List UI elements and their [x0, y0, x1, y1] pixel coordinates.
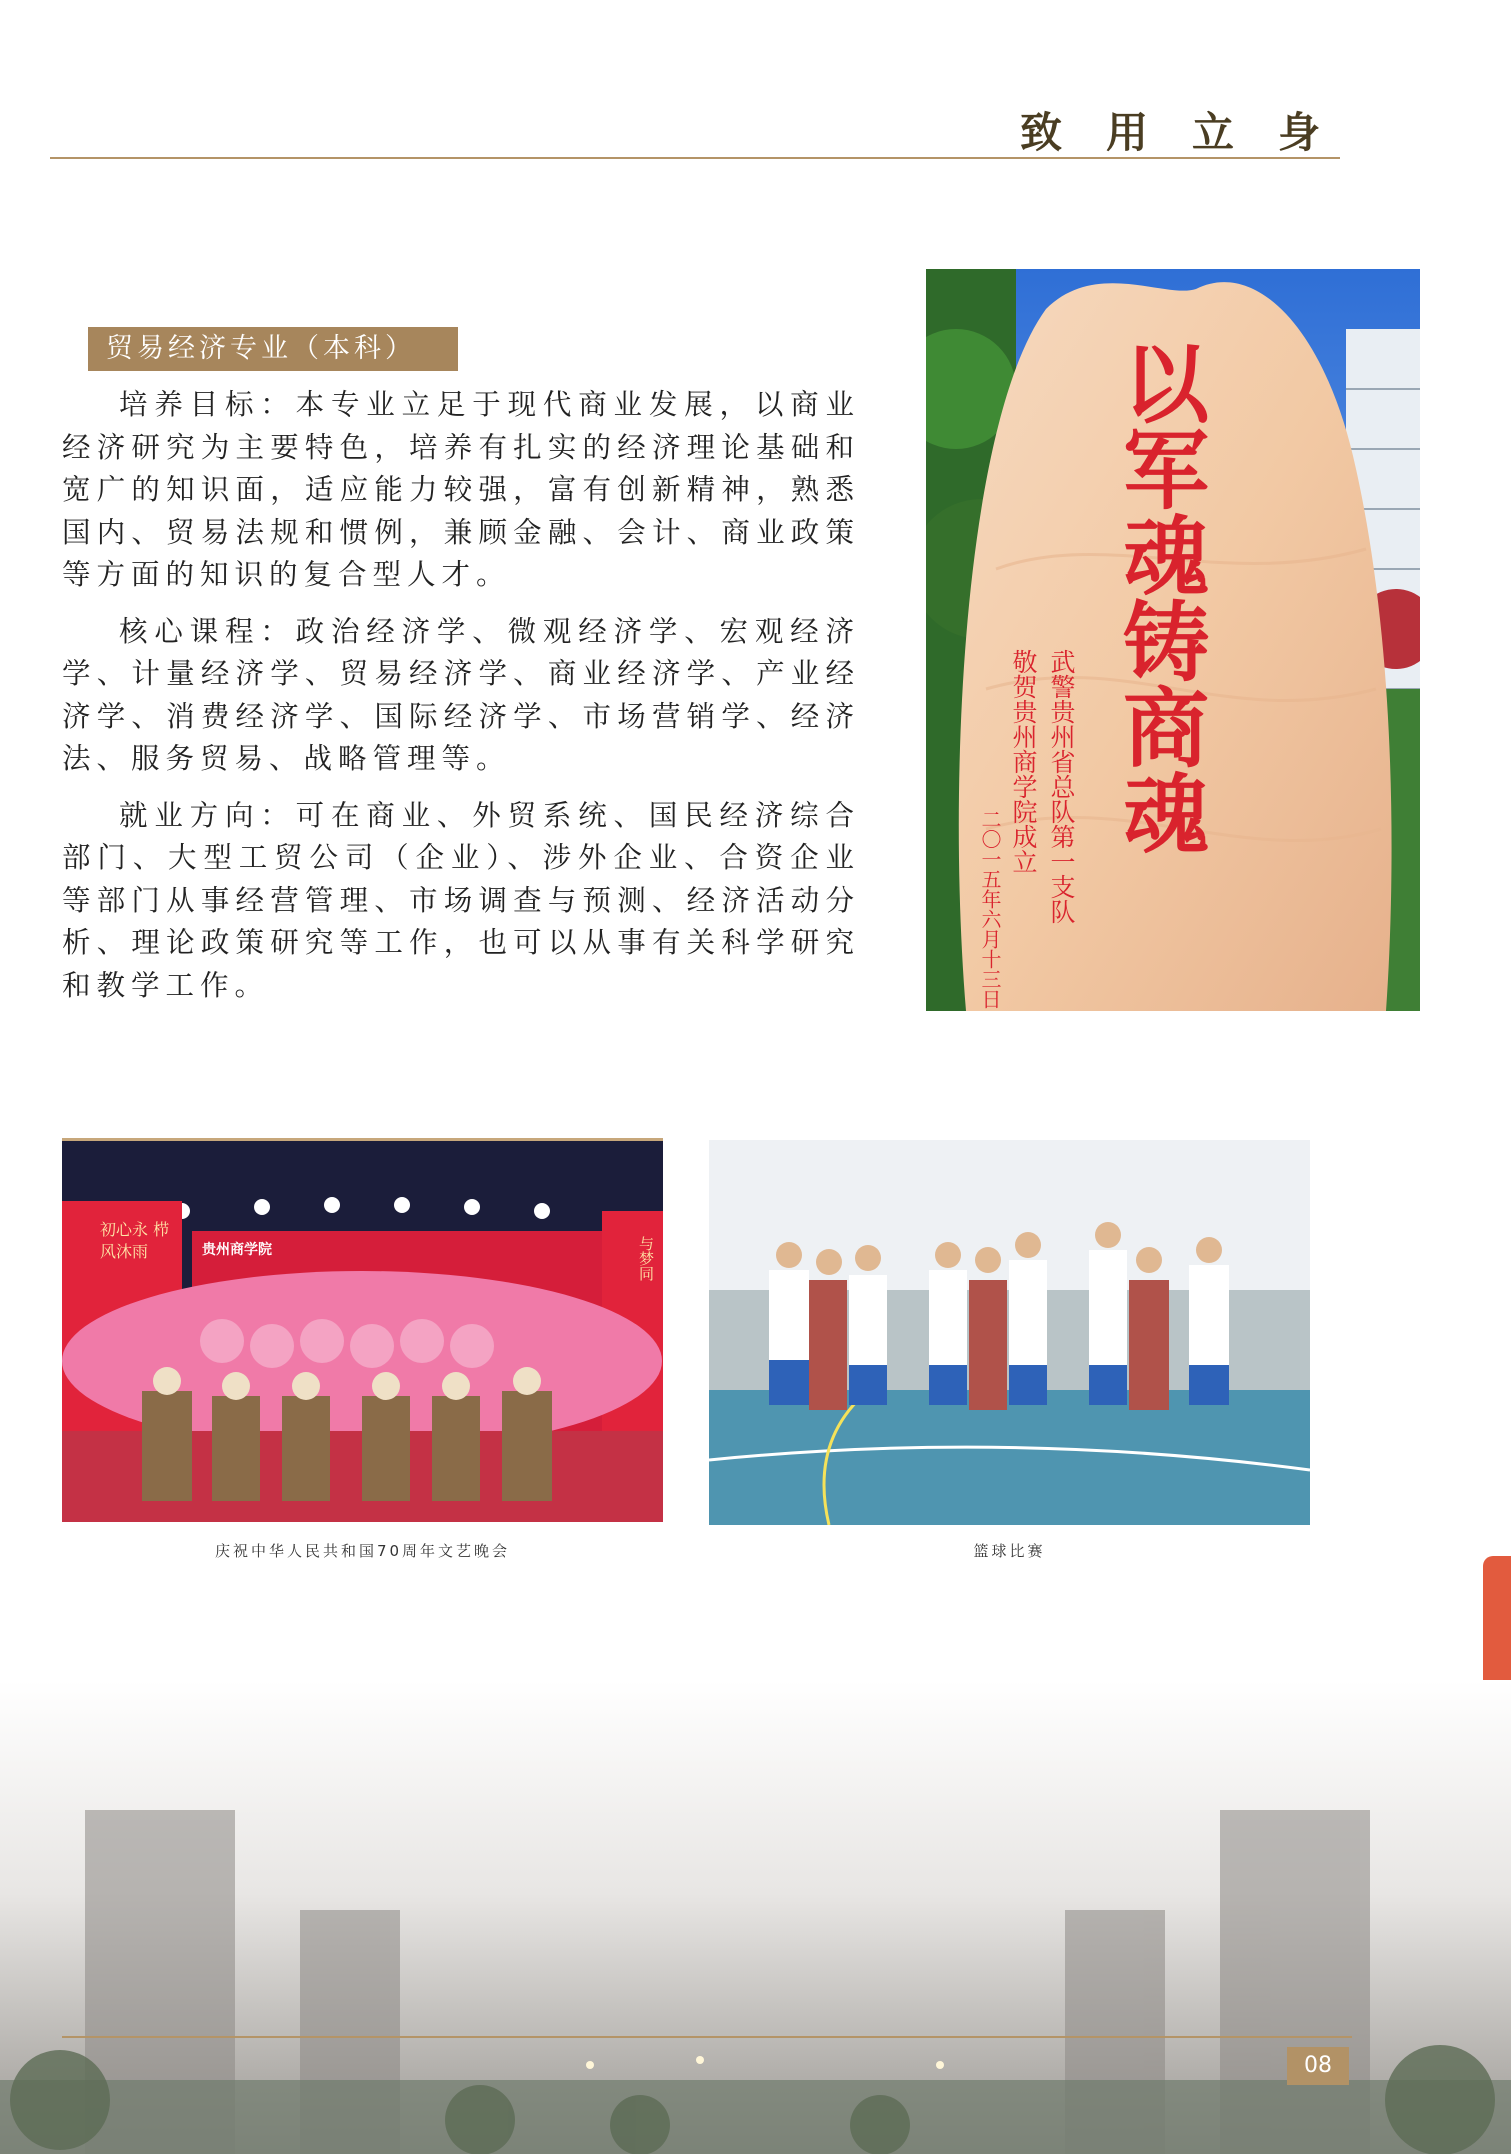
page-number: 08: [1287, 2047, 1349, 2085]
stone-main-inscription: 以军魂铸商魂: [1108, 339, 1209, 855]
footer-divider: [62, 2036, 1352, 2038]
stage-right-banner: 与梦同: [637, 1236, 655, 1281]
campus-gate-background: [0, 1680, 1511, 2154]
major-description: [62, 384, 860, 1021]
section-label: 贸易经济专业（本科）: [88, 327, 458, 371]
inscribed-stone-photo: [926, 269, 1420, 1011]
stage-photo-caption: 庆祝中华人民共和国70周年文艺晚会: [214, 1542, 511, 1560]
training-goal-paragraph: 培养目标：本专业立足于现代商业发展，以商业经济研究为主要特色，培养有扎实的经济理论基础和宽广的知识面，适应能力较强，富有创新精神，熟悉国内、贸易法规和惯例，兼顾金融、会计、商业政策等方面的知识的复合型人才。: [62, 388, 860, 591]
stage-performance-photo: [62, 1138, 663, 1522]
basketball-photo-caption: 篮球比赛: [973, 1542, 1046, 1560]
core-courses-paragraph: 核心课程：政治经济学、微观经济学、宏观经济学、计量经济学、贸易经济学、商业经济学、产业经济学、消费经济学、国际经济学、市场营销学、经济法、服务贸易、战略管理等。: [62, 614, 860, 775]
stage-logo-text: 贵州商学院: [202, 1242, 272, 1258]
stone-side-inscription-3: 二〇一五年六月十三日: [978, 809, 1002, 1009]
stone-side-inscription-1: 武警贵州省总队第一支队: [1047, 649, 1076, 924]
basketball-team-photo: [709, 1140, 1310, 1525]
stone-side-inscription-2: 敬贺贵州商学院成立: [1009, 649, 1038, 874]
stage-left-banner: 初心永 栉风沐雨: [100, 1220, 170, 1261]
career-direction-paragraph: 就业方向：可在商业、外贸系统、国民经济综合部门、大型工贸公司（企业）、涉外企业、合资企业等部门从事经营管理、市场调查与预测、经济活动分析、理论政策研究等工作，也可以从事有关科学研究和教学工作。: [62, 798, 860, 1002]
page-header-title: 致用立身: [1020, 108, 1365, 157]
header-divider: [50, 157, 1340, 159]
